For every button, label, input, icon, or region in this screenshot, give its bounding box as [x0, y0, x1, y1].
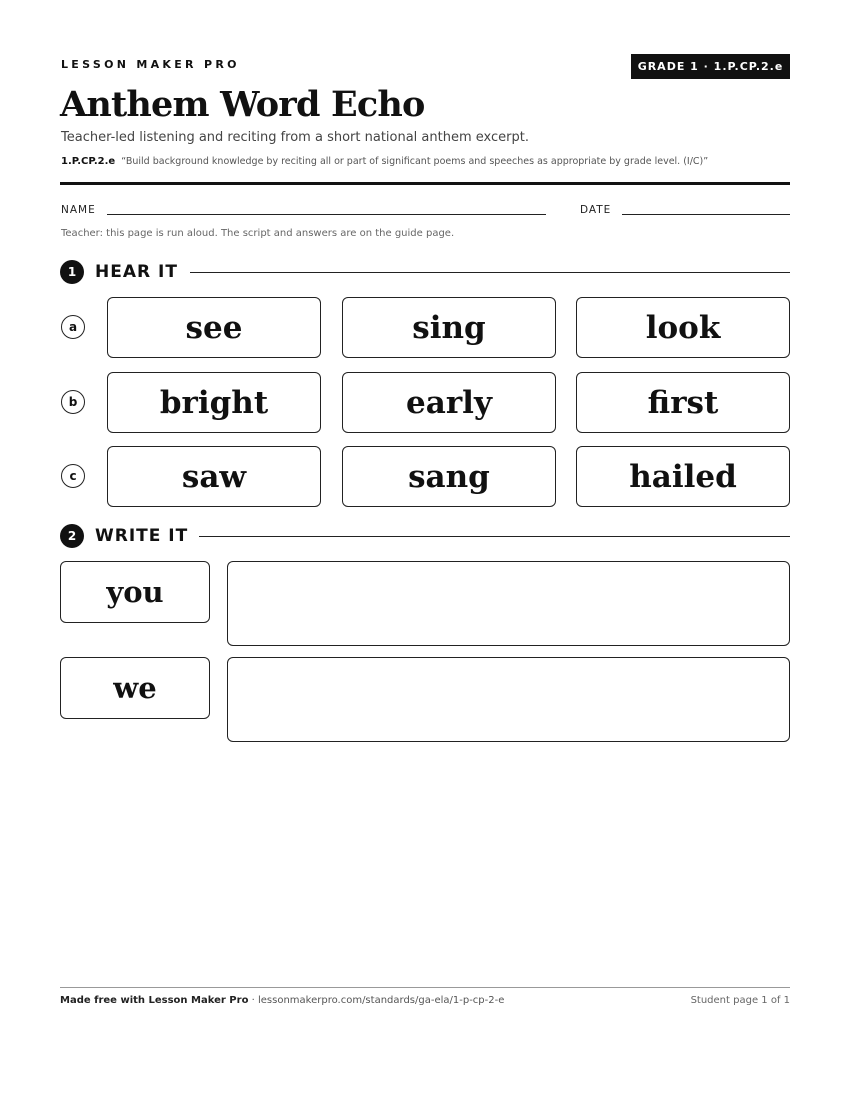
- section-write-it-header: [60, 524, 188, 548]
- writing-box[interactable]: [227, 561, 790, 646]
- word-card: look: [576, 297, 790, 358]
- section-hear-it-header: [60, 260, 178, 284]
- name-field[interactable]: [107, 214, 546, 215]
- section-number-2: 2: [60, 524, 84, 548]
- teacher-note: Teacher: this page is run aloud. The script and answers are on the guide page.: [61, 228, 455, 239]
- page-subtitle: Teacher-led listening and reciting from a short national anthem excerpt.: [61, 130, 529, 145]
- row-letter-b: b: [61, 390, 85, 414]
- write-word-card: we: [60, 657, 210, 719]
- footer-credit: [60, 995, 504, 1006]
- write-word-card: you: [60, 561, 210, 623]
- word-card: see: [107, 297, 321, 358]
- section-title-write-it: WRITE IT: [95, 526, 189, 546]
- word-card: early: [342, 372, 556, 433]
- brand-name: LESSON MAKER PRO: [61, 58, 240, 71]
- word-card: sing: [342, 297, 556, 358]
- footer-url: · lessonmakerpro.com/standards/ga-ela/1-p-cp-2-e: [248, 995, 505, 1006]
- section-divider: [199, 536, 790, 537]
- standard-code: 1.P.CP.2.e: [61, 156, 116, 167]
- date-field[interactable]: [622, 214, 790, 215]
- standard-line: [61, 156, 708, 167]
- row-letter-a: a: [61, 315, 85, 339]
- row-letter-c: c: [61, 464, 85, 488]
- word-card: sang: [342, 446, 556, 507]
- word-card: hailed: [576, 446, 790, 507]
- word-card: first: [576, 372, 790, 433]
- footer-page-number: Student page 1 of 1: [690, 995, 790, 1006]
- section-title-hear-it: HEAR IT: [95, 262, 178, 282]
- word-card: saw: [107, 446, 321, 507]
- header-divider: [60, 182, 790, 185]
- name-label: NAME: [61, 204, 96, 216]
- section-number-1: 1: [60, 260, 84, 284]
- grade-badge: GRADE 1 · 1.P.CP.2.e: [631, 54, 790, 79]
- writing-box[interactable]: [227, 657, 790, 742]
- footer-made-with: Made free with Lesson Maker Pro: [60, 995, 249, 1006]
- word-card: bright: [107, 372, 321, 433]
- standard-text: “Build background knowledge by reciting all or part of significant poems and speeches as appropriate by grade level. (I/C)”: [121, 156, 709, 167]
- page-title: Anthem Word Echo: [60, 84, 425, 125]
- footer-divider: [60, 987, 790, 988]
- date-label: DATE: [580, 204, 612, 216]
- section-divider: [190, 272, 790, 273]
